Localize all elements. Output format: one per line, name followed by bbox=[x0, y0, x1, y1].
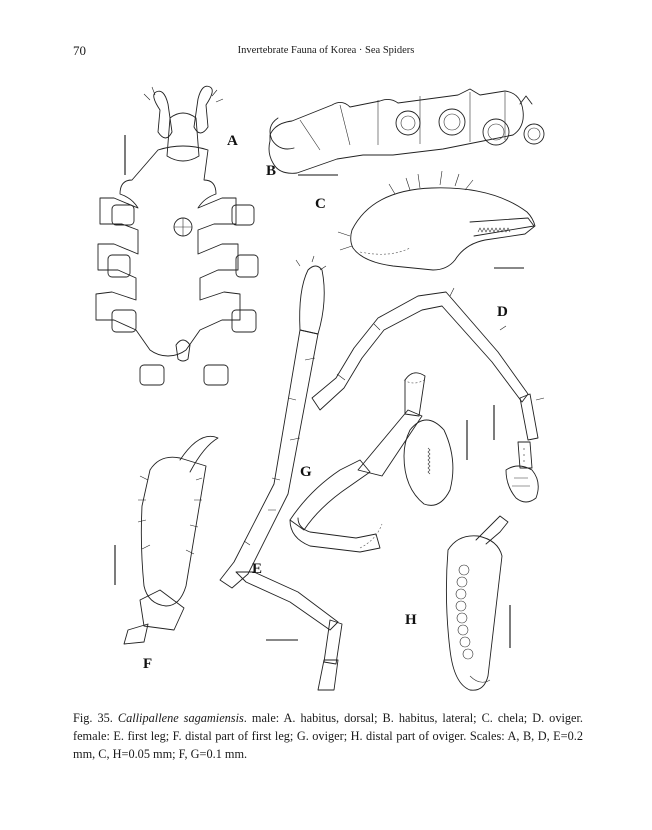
panel-label-e: E bbox=[252, 561, 263, 577]
page-number: 70 bbox=[73, 43, 86, 58]
panel-label-c: C bbox=[315, 196, 326, 212]
panel-e-first-leg-drawing bbox=[220, 256, 342, 690]
caption-text: . male: A. habitus, dorsal; B. habitus, lateral; C. chela; D. oviger. female: E. first leg; F. distal part of first leg; G. oviger; H. distal part of oviger. Scales: A, B, D, E=0.2 mm, C, H=0.05 mm; F, G=0.1 mm. bbox=[73, 711, 583, 761]
panel-d-oviger-male-drawing bbox=[312, 288, 544, 502]
panel-f-distal-leg-drawing bbox=[115, 436, 218, 644]
panel-label-g: G bbox=[300, 464, 312, 480]
species-name: Callipallene sagamiensis bbox=[117, 711, 244, 725]
panel-g-oviger-female-drawing bbox=[290, 373, 467, 552]
panel-c-chela-drawing bbox=[338, 171, 535, 270]
panel-a-habitus-dorsal-drawing bbox=[96, 86, 258, 385]
panel-label-a: A bbox=[227, 133, 238, 149]
figure-caption bbox=[73, 709, 583, 763]
panel-label-b: B bbox=[266, 163, 277, 179]
panel-h-distal-oviger-drawing bbox=[446, 516, 510, 690]
panel-b-habitus-lateral-drawing bbox=[269, 89, 544, 175]
panel-label-f: F bbox=[143, 656, 153, 672]
figure-number: Fig. 35. bbox=[73, 711, 113, 725]
running-head: Invertebrate Fauna of Korea · Sea Spiders bbox=[237, 45, 415, 56]
panel-label-d: D bbox=[497, 304, 508, 320]
panel-label-h: H bbox=[405, 612, 417, 628]
